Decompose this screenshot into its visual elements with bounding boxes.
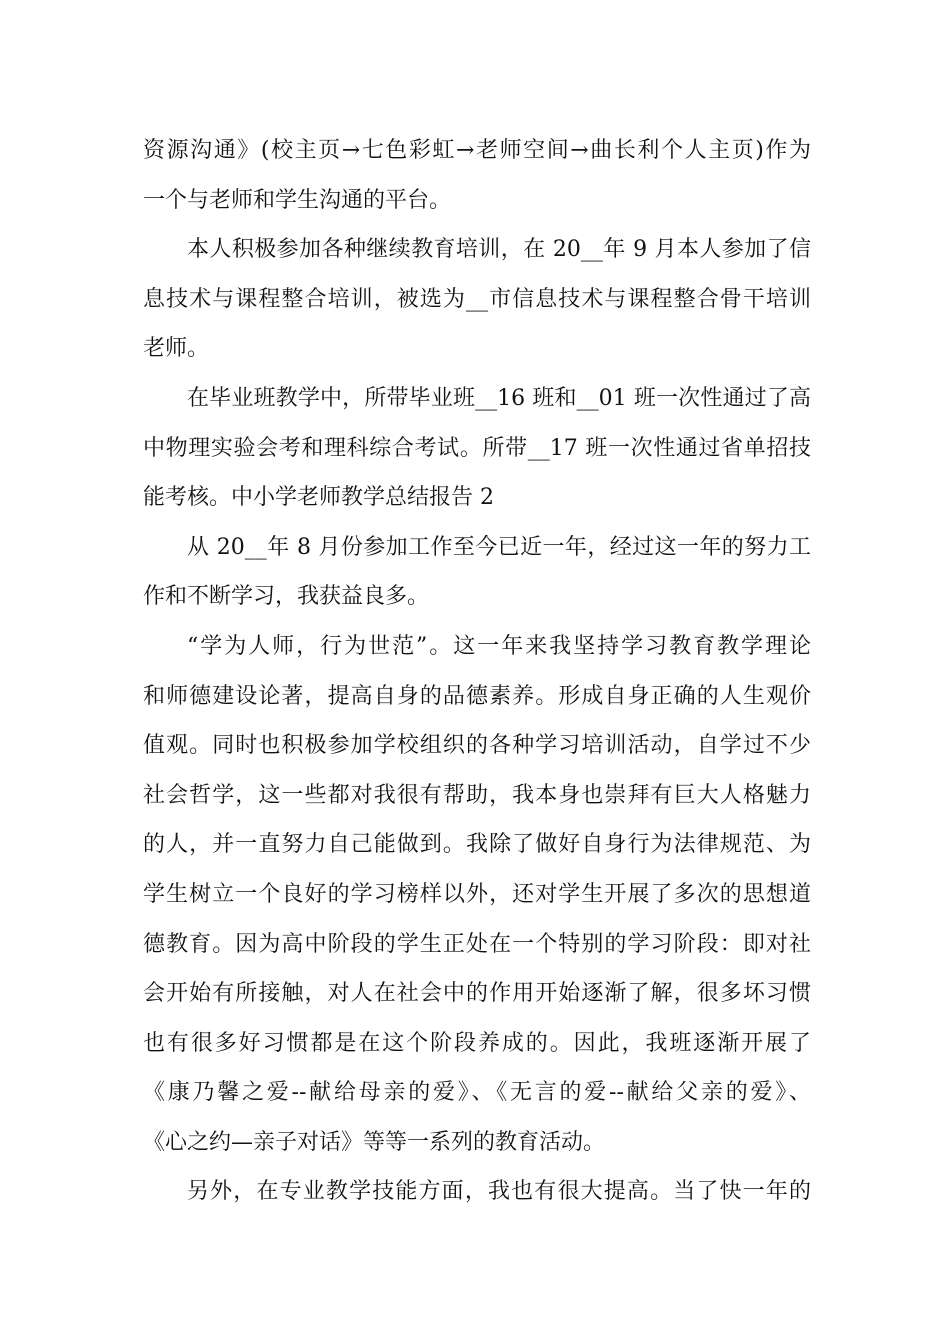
text-line: 《康乃馨之爱--献给母亲的爱》、《无言的爱--献给父亲的爱》、 [143, 1080, 811, 1106]
document-body [143, 126, 811, 1217]
text-line: 也有很多好习惯都是在这个阶段养成的。因此，我班逐渐开展了 [143, 1030, 811, 1056]
text-line: 会开始有所接触，对人在社会中的作用开始逐渐了解，很多坏习惯 [143, 981, 811, 1007]
text-line: 资源沟通》(校主页→七色彩虹→老师空间→曲长利个人主页)作为 [143, 138, 811, 163]
text-line: 社会哲学，这一些都对我很有帮助，我本身也崇拜有巨大人格魅力 [143, 782, 811, 808]
text-line: 的人，并一直努力自己能做到。我除了做好自身行为法律规范、为 [143, 832, 811, 858]
text-line: 值观。同时也积极参加学校组织的各种学习培训活动，自学过不少 [143, 733, 811, 759]
text-line: 能考核。中小学老师教学总结报告 2 [143, 485, 494, 511]
text-line: 息技术与课程整合培训，被选为__市信息技术与课程整合骨干培训 [143, 286, 811, 312]
text-line: 一个与老师和学生沟通的平台。 [143, 187, 452, 213]
text-line: 老师。 [143, 336, 210, 362]
text-line: 中物理实验会考和理科综合考试。所带__17 班一次性通过省单招技 [143, 435, 811, 461]
paragraph-first-line: 另外，在专业教学技能方面，我也有很大提高。当了快一年的 [187, 1179, 811, 1205]
text-line: 作和不断学习，我获益良多。 [143, 584, 430, 610]
paragraph-first-line: 本人积极参加各种继续教育培训，在 20__年 9 月本人参加了信 [187, 237, 811, 263]
paragraph-first-line: 在毕业班教学中，所带毕业班__16 班和__01 班一次性通过了高 [187, 385, 811, 411]
text-line: 学生树立一个良好的学习榜样以外，还对学生开展了多次的思想道 [143, 881, 811, 907]
paragraph-first-line: “学为人师，行为世范”。这一年来我坚持学习教育教学理论 [187, 633, 811, 659]
text-line: 德教育。因为高中阶段的学生正处在一个特别的学习阶段：即对社 [143, 931, 811, 957]
paragraph-first-line: 从 20__年 8 月份参加工作至今已近一年，经过这一年的努力工 [187, 534, 811, 560]
text-line: 和师德建设论著，提高自身的品德素养。形成自身正确的人生观价 [143, 683, 811, 709]
text-line: 《心之约—亲子对话》等等一系列的教育活动。 [143, 1129, 606, 1155]
